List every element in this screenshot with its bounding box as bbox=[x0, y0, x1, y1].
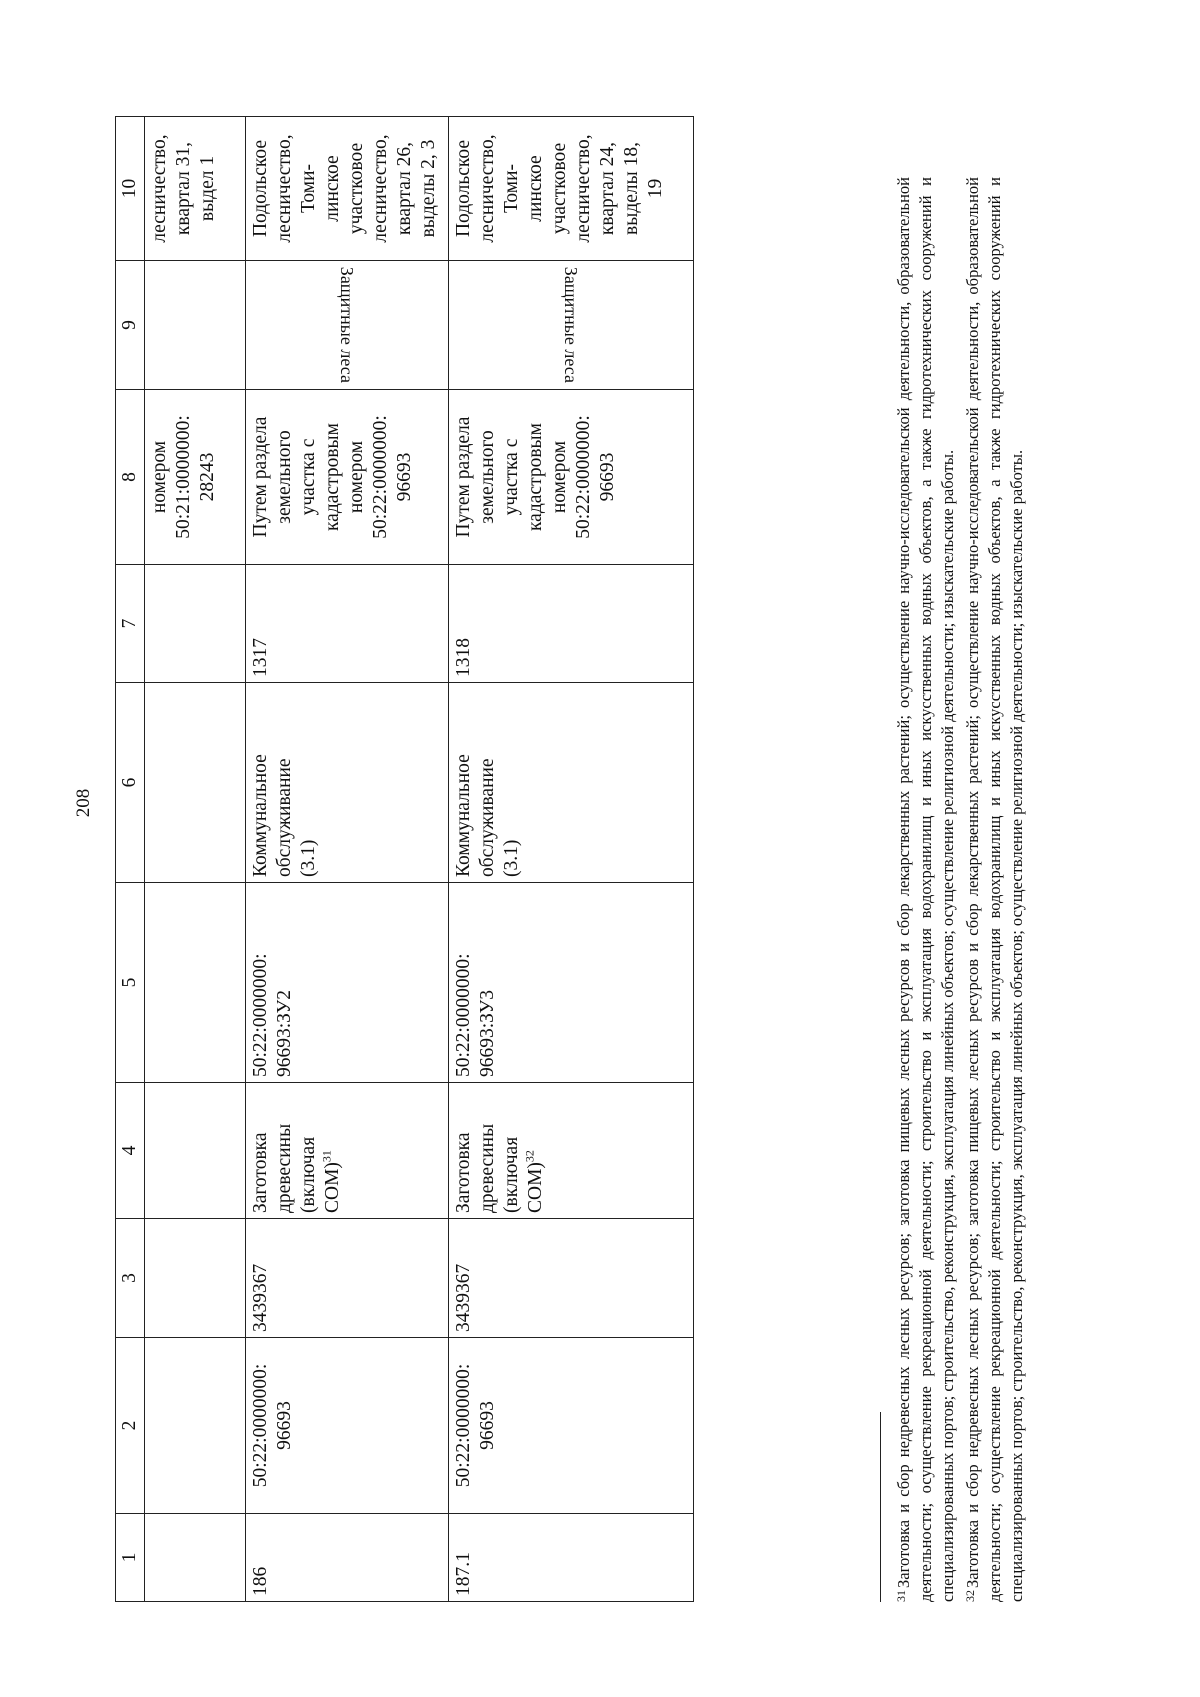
category-cell bbox=[246, 261, 449, 390]
plot-id-cell: 50:22:0000000: 96693:ЗУ3 bbox=[449, 883, 694, 1083]
table-cell bbox=[145, 1083, 246, 1219]
table-cell bbox=[145, 683, 246, 883]
column-header-1: 1 bbox=[116, 1514, 145, 1602]
use-type-text: Заготовка древесины (включая СОМ) bbox=[250, 1123, 343, 1213]
location-cell: Подольское лесничество, Томи- линское участковое лесничество, квартал 24, выделы 18, 19 bbox=[449, 117, 694, 261]
row-number-cell: 187.1 bbox=[449, 1514, 694, 1602]
category-label: Защитные леса bbox=[560, 266, 581, 384]
land-register-table bbox=[115, 116, 694, 1602]
page-number: 208 bbox=[73, 788, 94, 818]
category-label: Защитные леса bbox=[336, 266, 357, 384]
footnote-ref: 32 bbox=[522, 1150, 537, 1163]
cadastral-number-cell: 50:22:0000000: 96693 bbox=[246, 1338, 449, 1514]
column-header-7: 7 bbox=[116, 565, 145, 683]
use-type-text: Заготовка древесины (включая СОМ) bbox=[453, 1123, 546, 1213]
continuation-row bbox=[145, 117, 246, 1602]
column-header-2: 2 bbox=[116, 1338, 145, 1514]
method-cell: номером 50:21:0000000: 28243 bbox=[145, 390, 246, 565]
table-cell bbox=[145, 1338, 246, 1514]
column-header-10: 10 bbox=[116, 117, 145, 261]
footnote-separator bbox=[880, 1412, 881, 1602]
footnote-number: 32 bbox=[963, 1590, 977, 1602]
footnote-ref: 31 bbox=[319, 1150, 334, 1163]
category-cell bbox=[449, 261, 694, 390]
table-row bbox=[449, 117, 694, 1602]
code-cell: 1318 bbox=[449, 565, 694, 683]
row-number-cell: 186 bbox=[246, 1514, 449, 1602]
footnote-number: 31 bbox=[894, 1590, 908, 1602]
purpose-cell: Коммунальное обслуживание (3.1) bbox=[449, 683, 694, 883]
use-type-cell bbox=[246, 1083, 449, 1219]
method-cell: Путем раздела земельного участка с кадастровым номером 50:22:0000000: 96693 bbox=[246, 390, 449, 565]
location-cell: лесничество, квартал 31, выдел 1 bbox=[145, 117, 246, 261]
header-row bbox=[116, 117, 145, 1602]
column-header-8: 8 bbox=[116, 390, 145, 565]
column-header-4: 4 bbox=[116, 1083, 145, 1219]
table-cell bbox=[145, 1219, 246, 1338]
footnote-32 bbox=[959, 177, 1028, 1602]
footnotes bbox=[890, 177, 1028, 1602]
column-header-6: 6 bbox=[116, 683, 145, 883]
table-row bbox=[246, 117, 449, 1602]
column-header-9: 9 bbox=[116, 261, 145, 390]
method-cell: Путем раздела земельного участка с кадастровым номером 50:22:0000000: 96693 bbox=[449, 390, 694, 565]
area-cell: 3439367 bbox=[246, 1219, 449, 1338]
table-cell bbox=[145, 565, 246, 683]
table-cell bbox=[145, 1514, 246, 1602]
purpose-cell: Коммунальное обслуживание (3.1) bbox=[246, 683, 449, 883]
use-type-cell bbox=[449, 1083, 694, 1219]
code-cell: 1317 bbox=[246, 565, 449, 683]
cadastral-number-cell: 50:22:0000000: 96693 bbox=[449, 1338, 694, 1514]
footnote-text: Заготовка и сбор недревесных лесных ресурсов; заготовка пищевых лесных ресурсов и сбор лекарственных растений; осуществление научно-исследовательской деятельности, образовательной деятельности; осуществление рекреационной деятельности; строительство и эксплуатация водохранилищ и иных искусственных водных объектов, а также гидротехнических сооружений и специализированных портов; строительство, реконструкция, эксплуатация линейных объектов; осуществление религиозной деятельности; изыскательские работы. bbox=[963, 177, 1026, 1602]
column-header-3: 3 bbox=[116, 1219, 145, 1338]
plot-id-cell: 50:22:0000000: 96693:ЗУ2 bbox=[246, 883, 449, 1083]
location-cell: Подольское лесничество, Томи- линское участковое лесничество, квартал 26, выделы 2, 3 bbox=[246, 117, 449, 261]
table-cell bbox=[145, 261, 246, 390]
footnote-31 bbox=[890, 177, 959, 1602]
area-cell: 3439367 bbox=[449, 1219, 694, 1338]
table-cell bbox=[145, 883, 246, 1083]
column-header-5: 5 bbox=[116, 883, 145, 1083]
footnote-text: Заготовка и сбор недревесных лесных ресурсов; заготовка пищевых лесных ресурсов и сбор лекарственных растений; осуществление научно-исследовательской деятельности, образовательной деятельности; осуществление рекреационной деятельности; строительство и эксплуатация водохранилищ и иных искусственных водных объектов, а также гидротехнических сооружений и специализированных портов; строительство, реконструкция, эксплуатация линейных объектов; осуществление религиозной деятельности; изыскательские работы. bbox=[894, 177, 957, 1602]
